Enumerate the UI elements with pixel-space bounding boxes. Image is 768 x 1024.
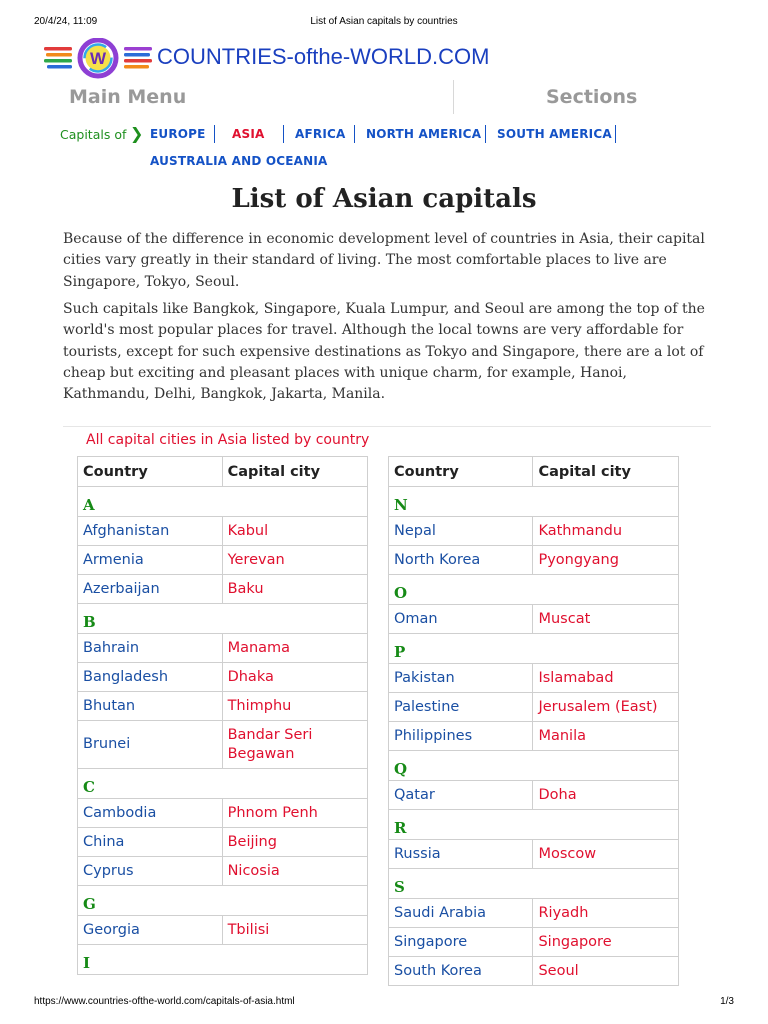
main-menu-button[interactable]: Main Menu bbox=[69, 86, 187, 108]
site-name[interactable]: COUNTRIES-ofthe-WORLD.COM bbox=[157, 44, 490, 69]
capital-name: Dhaka bbox=[222, 663, 367, 692]
letter-row bbox=[78, 487, 368, 517]
country-column-header: Country bbox=[78, 457, 223, 487]
letter-heading: G bbox=[78, 886, 368, 916]
country-link[interactable]: Afghanistan bbox=[78, 517, 223, 546]
nav-separator bbox=[283, 125, 284, 143]
nav-separator bbox=[214, 125, 215, 143]
country-link[interactable]: Philippines bbox=[389, 722, 533, 751]
country-link[interactable]: Russia bbox=[389, 840, 533, 869]
table-row bbox=[389, 840, 679, 869]
table-header-row bbox=[78, 457, 368, 487]
letter-row bbox=[389, 751, 679, 781]
section-divider bbox=[63, 426, 711, 427]
country-link[interactable]: Oman bbox=[389, 605, 533, 634]
letter-heading: I bbox=[78, 945, 368, 975]
letter-row bbox=[78, 769, 368, 799]
table-row bbox=[389, 664, 679, 693]
capital-name: Kathmandu bbox=[533, 517, 679, 546]
nav-separator bbox=[354, 125, 355, 143]
nav-africa-link[interactable]: AFRICA bbox=[295, 127, 346, 141]
intro-paragraph-1: Because of the difference in economic development level of countries in Asia, their capital cities vary greatly in their standard of living. The most comfortable places to live are Singapore, Tokyo, Seoul. bbox=[63, 231, 705, 290]
capital-column-header: Capital city bbox=[533, 457, 679, 487]
capitals-nav bbox=[60, 124, 680, 174]
capital-column-header: Capital city bbox=[222, 457, 367, 487]
sections-button[interactable]: Sections bbox=[546, 86, 638, 108]
table-row bbox=[78, 663, 368, 692]
print-header bbox=[0, 16, 768, 30]
country-link[interactable]: Qatar bbox=[389, 781, 533, 810]
page-title: List of Asian capitals bbox=[231, 184, 537, 214]
country-link[interactable]: Bangladesh bbox=[78, 663, 223, 692]
letter-heading: N bbox=[389, 487, 679, 517]
country-column-header: Country bbox=[389, 457, 533, 487]
capital-name: Kabul bbox=[222, 517, 367, 546]
table-row bbox=[389, 722, 679, 751]
capital-name: Phnom Penh bbox=[222, 799, 367, 828]
country-link[interactable]: Nepal bbox=[389, 517, 533, 546]
capital-name-line: Bandar Seri bbox=[227, 726, 313, 743]
country-link[interactable]: Azerbaijan bbox=[78, 575, 223, 604]
country-link[interactable]: Cyprus bbox=[78, 857, 223, 886]
letter-heading: Q bbox=[389, 751, 679, 781]
print-title: List of Asian capitals by countries bbox=[310, 16, 458, 27]
rainbow-globe-logo-icon bbox=[44, 38, 152, 80]
nav-north-america-link[interactable]: NORTH AMERICA bbox=[366, 127, 482, 141]
capital-name bbox=[222, 721, 367, 769]
country-link[interactable]: Bahrain bbox=[78, 634, 223, 663]
country-link[interactable]: Pakistan bbox=[389, 664, 533, 693]
letter-row bbox=[389, 575, 679, 605]
capital-name: Pyongyang bbox=[533, 546, 679, 575]
print-page-number: 1/3 bbox=[720, 996, 734, 1007]
print-url: https://www.countries-ofthe-world.com/capitals-of-asia.html bbox=[34, 996, 295, 1007]
table-row bbox=[78, 692, 368, 721]
nav-south-america-link[interactable]: SOUTH AMERICA bbox=[497, 127, 612, 141]
capital-name: Beijing bbox=[222, 828, 367, 857]
table-row bbox=[389, 928, 679, 957]
capitals-table-left bbox=[77, 456, 368, 975]
nav-separator bbox=[485, 125, 486, 143]
table-row bbox=[78, 575, 368, 604]
table-row bbox=[389, 605, 679, 634]
capital-name: Tbilisi bbox=[222, 916, 367, 945]
capital-name: Riyadh bbox=[533, 899, 679, 928]
capital-name: Jerusalem (East) bbox=[533, 693, 679, 722]
table-caption: All capital cities in Asia listed by country bbox=[86, 432, 370, 448]
nav-separator bbox=[615, 125, 616, 143]
capital-name: Moscow bbox=[533, 840, 679, 869]
table-row bbox=[78, 634, 368, 663]
letter-row bbox=[389, 634, 679, 664]
letter-heading: R bbox=[389, 810, 679, 840]
table-row bbox=[389, 781, 679, 810]
intro-paragraph-2: Such capitals like Bangkok, Singapore, Kuala Lumpur, and Seoul are among the top of the world's most popular places for travel. Although the local towns are very affordable for tourists, except for such expensive destinations as Tokyo and Singapore, there are a lot of cheap but exciting and pleasant places with unique charm, for example, Hanoi, Kathmandu, Delhi, Bangkok, Jakarta, Manila. bbox=[63, 301, 705, 403]
capital-name: Manama bbox=[222, 634, 367, 663]
letter-row bbox=[389, 810, 679, 840]
capital-name: Doha bbox=[533, 781, 679, 810]
table-row bbox=[78, 799, 368, 828]
top-menu-bar bbox=[60, 80, 710, 114]
country-link[interactable]: South Korea bbox=[389, 957, 533, 986]
capital-name: Baku bbox=[222, 575, 367, 604]
menu-divider bbox=[453, 80, 454, 114]
letter-heading: B bbox=[78, 604, 368, 634]
capital-name: Yerevan bbox=[222, 546, 367, 575]
letter-heading: A bbox=[78, 487, 368, 517]
capitals-of-label: Capitals of bbox=[60, 127, 127, 142]
country-link[interactable]: Saudi Arabia bbox=[389, 899, 533, 928]
print-footer bbox=[0, 996, 768, 1010]
table-row bbox=[78, 517, 368, 546]
logo-letter: W bbox=[89, 49, 107, 68]
capital-name-line: Begawan bbox=[227, 745, 295, 762]
table-row bbox=[389, 693, 679, 722]
table-row bbox=[78, 721, 368, 769]
country-link[interactable]: Singapore bbox=[389, 928, 533, 957]
capitals-table-right bbox=[388, 456, 679, 986]
nav-australia-oceania-link[interactable]: AUSTRALIA AND OCEANIA bbox=[150, 154, 328, 168]
chevron-right-icon: ❯ bbox=[130, 124, 144, 143]
letter-heading: P bbox=[389, 634, 679, 664]
table-header-row bbox=[389, 457, 679, 487]
letter-row bbox=[389, 487, 679, 517]
table-row bbox=[389, 957, 679, 986]
table-row bbox=[78, 546, 368, 575]
capital-name: Nicosia bbox=[222, 857, 367, 886]
table-row bbox=[78, 857, 368, 886]
table-row bbox=[389, 899, 679, 928]
country-link[interactable]: Bhutan bbox=[78, 692, 223, 721]
table-row bbox=[78, 916, 368, 945]
country-link[interactable]: Armenia bbox=[78, 546, 223, 575]
country-link[interactable]: Georgia bbox=[78, 916, 223, 945]
letter-row bbox=[78, 604, 368, 634]
nav-europe-link[interactable]: EUROPE bbox=[150, 127, 206, 141]
capital-name: Muscat bbox=[533, 605, 679, 634]
capital-name: Singapore bbox=[533, 928, 679, 957]
country-link[interactable]: China bbox=[78, 828, 223, 857]
nav-asia-link[interactable]: ASIA bbox=[232, 127, 265, 141]
site-logo[interactable] bbox=[44, 38, 152, 80]
print-date: 20/4/24, 11:09 bbox=[34, 16, 98, 27]
letter-heading: C bbox=[78, 769, 368, 799]
letter-row bbox=[389, 869, 679, 899]
letter-row bbox=[78, 945, 368, 975]
capital-name: Islamabad bbox=[533, 664, 679, 693]
table-row bbox=[389, 546, 679, 575]
letter-heading: S bbox=[389, 869, 679, 899]
table-row bbox=[78, 828, 368, 857]
capital-name: Seoul bbox=[533, 957, 679, 986]
letter-heading: O bbox=[389, 575, 679, 605]
letter-row bbox=[78, 886, 368, 916]
capital-name: Thimphu bbox=[222, 692, 367, 721]
table-row bbox=[389, 517, 679, 546]
country-link[interactable]: Cambodia bbox=[78, 799, 223, 828]
capital-name: Manila bbox=[533, 722, 679, 751]
country-link[interactable]: Brunei bbox=[78, 721, 223, 769]
country-link[interactable]: Palestine bbox=[389, 693, 533, 722]
country-link[interactable]: North Korea bbox=[389, 546, 533, 575]
